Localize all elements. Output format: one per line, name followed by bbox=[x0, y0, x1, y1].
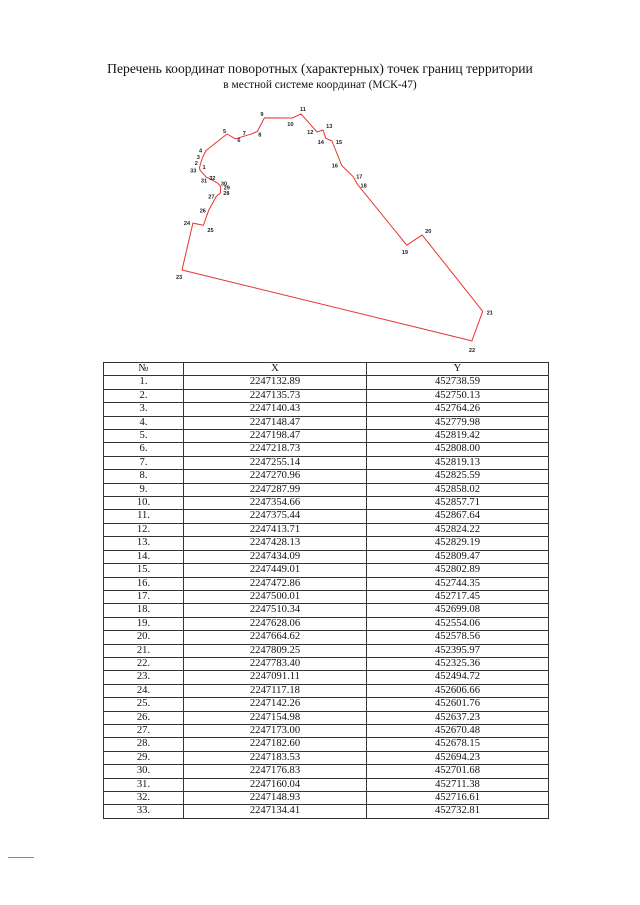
cell-x: 2247183.53 bbox=[184, 751, 367, 764]
plan-point-label: 28 bbox=[223, 191, 230, 198]
cell-x: 2247117.18 bbox=[184, 684, 367, 697]
table-row bbox=[104, 416, 549, 429]
cell-y: 452819.13 bbox=[367, 456, 549, 469]
cell-y: 452732.81 bbox=[367, 805, 549, 818]
table-row bbox=[104, 497, 549, 510]
plan-point-label: 25 bbox=[207, 228, 214, 235]
plan-point-label: 24 bbox=[183, 221, 191, 228]
cell-y: 452606.66 bbox=[367, 684, 549, 697]
cell-y: 452750.13 bbox=[367, 389, 549, 402]
table-row bbox=[104, 631, 549, 644]
cell-x: 2247500.01 bbox=[184, 590, 367, 603]
cell-x: 2247664.62 bbox=[184, 631, 367, 644]
table-row bbox=[104, 711, 549, 724]
cell-number: 25. bbox=[104, 698, 184, 711]
plan-point-label: 22 bbox=[468, 347, 476, 354]
table-row bbox=[104, 590, 549, 603]
cell-y: 452670.48 bbox=[367, 724, 549, 737]
plan-point-label: 21 bbox=[486, 310, 493, 317]
cell-x: 2247218.73 bbox=[184, 443, 367, 456]
plan-point-label: 19 bbox=[401, 250, 409, 257]
plan-point-label: 4 bbox=[199, 148, 203, 155]
cell-number: 28. bbox=[104, 738, 184, 751]
cell-number: 31. bbox=[104, 778, 184, 791]
cell-number: 14. bbox=[104, 550, 184, 563]
cell-y: 452779.98 bbox=[367, 416, 549, 429]
document-subtitle: в местной системе координат (МСК-47) bbox=[223, 79, 417, 91]
cell-number: 30. bbox=[104, 765, 184, 778]
cell-x: 2247198.47 bbox=[184, 430, 367, 443]
plan-point-label: 10 bbox=[287, 122, 294, 128]
table-row bbox=[104, 443, 549, 456]
cell-y: 452578.56 bbox=[367, 631, 549, 644]
header-y: Y bbox=[367, 363, 549, 376]
cell-number: 32. bbox=[104, 792, 184, 805]
table-row bbox=[104, 724, 549, 737]
cell-y: 452716.61 bbox=[367, 792, 549, 805]
cell-y: 452637.23 bbox=[367, 711, 549, 724]
cell-number: 13. bbox=[104, 537, 184, 550]
cell-number: 33. bbox=[104, 805, 184, 818]
cell-x: 2247354.66 bbox=[184, 497, 367, 510]
document-title: Перечень координат поворотных (характерных) точек границ территории bbox=[107, 61, 533, 76]
cell-x: 2247160.04 bbox=[184, 778, 367, 791]
cell-number: 18. bbox=[104, 604, 184, 617]
cell-x: 2247142.26 bbox=[184, 698, 367, 711]
cell-x: 2247413.71 bbox=[184, 523, 367, 536]
plan-point-label: 14 bbox=[317, 140, 324, 147]
table-row bbox=[104, 577, 549, 590]
table-row bbox=[104, 510, 549, 523]
plan-point-label: 26 bbox=[199, 208, 206, 215]
plan-point-label: 18 bbox=[360, 183, 367, 190]
cell-y: 452711.38 bbox=[367, 778, 549, 791]
table-row bbox=[104, 456, 549, 469]
cell-y: 452802.89 bbox=[367, 564, 549, 577]
cell-x: 2247434.09 bbox=[184, 550, 367, 563]
plan-point-label: 3 bbox=[196, 155, 200, 162]
table-row bbox=[104, 376, 549, 389]
cell-x: 2247135.73 bbox=[184, 389, 367, 402]
cell-number: 23. bbox=[104, 671, 184, 684]
table-body bbox=[104, 376, 549, 818]
cell-number: 26. bbox=[104, 711, 184, 724]
cell-y: 452764.26 bbox=[367, 403, 549, 416]
table-row bbox=[104, 483, 549, 496]
plan-point-label: 7 bbox=[242, 131, 246, 138]
cell-number: 10. bbox=[104, 497, 184, 510]
table-row bbox=[104, 604, 549, 617]
table-row bbox=[104, 403, 549, 416]
plan-point-label: 9 bbox=[260, 111, 264, 118]
plan-point-label: 12 bbox=[307, 130, 314, 136]
cell-y: 452819.42 bbox=[367, 430, 549, 443]
table-row bbox=[104, 470, 549, 483]
table-row bbox=[104, 644, 549, 657]
plan-point-label: 31 bbox=[200, 178, 208, 185]
cell-x: 2247472.86 bbox=[184, 577, 367, 590]
plan-point-label: 11 bbox=[300, 106, 306, 113]
cell-number: 12. bbox=[104, 523, 184, 536]
cell-number: 16. bbox=[104, 577, 184, 590]
table-row bbox=[104, 537, 549, 550]
cell-number: 9. bbox=[104, 483, 184, 496]
cell-y: 452744.35 bbox=[367, 577, 549, 590]
cell-number: 27. bbox=[104, 724, 184, 737]
table-row bbox=[104, 430, 549, 443]
table-row bbox=[104, 389, 549, 402]
plan-point-label: 16 bbox=[331, 163, 339, 170]
plan-point-label: 27 bbox=[208, 194, 215, 201]
cell-y: 452494.72 bbox=[367, 671, 549, 684]
cell-number: 15. bbox=[104, 564, 184, 577]
cell-y: 452699.08 bbox=[367, 604, 549, 617]
cell-x: 2247255.14 bbox=[184, 456, 367, 469]
plan-point-label: 2 bbox=[194, 161, 198, 168]
table-row bbox=[104, 564, 549, 577]
table-row bbox=[104, 765, 549, 778]
cell-y: 452857.71 bbox=[367, 497, 549, 510]
cell-x: 2247148.47 bbox=[184, 416, 367, 429]
cell-x: 2247428.13 bbox=[184, 537, 367, 550]
cell-number: 2. bbox=[104, 389, 184, 402]
table-row bbox=[104, 738, 549, 751]
cell-y: 452601.76 bbox=[367, 698, 549, 711]
boundary-line bbox=[182, 111, 483, 341]
cell-y: 452867.64 bbox=[367, 510, 549, 523]
plan-point-label: 15 bbox=[335, 140, 343, 146]
scan-edge-mark bbox=[8, 857, 34, 858]
cell-number: 3. bbox=[104, 403, 184, 416]
cell-x: 2247809.25 bbox=[184, 644, 367, 657]
cell-x: 2247148.93 bbox=[184, 792, 367, 805]
plan-point-label: 13 bbox=[326, 124, 333, 130]
cell-y: 452808.00 bbox=[367, 443, 549, 456]
table-header-row bbox=[104, 363, 549, 376]
cell-number: 17. bbox=[104, 590, 184, 603]
cell-number: 19. bbox=[104, 617, 184, 630]
cell-x: 2247270.96 bbox=[184, 470, 367, 483]
table-row bbox=[104, 751, 549, 764]
plan-point-label: 6 bbox=[237, 137, 241, 144]
cell-x: 2247173.00 bbox=[184, 724, 367, 737]
cell-y: 452678.15 bbox=[367, 738, 549, 751]
cell-y: 452825.59 bbox=[367, 470, 549, 483]
header-number: № bbox=[104, 363, 184, 376]
table-row bbox=[104, 698, 549, 711]
cell-x: 2247510.34 bbox=[184, 604, 367, 617]
cell-y: 452701.68 bbox=[367, 765, 549, 778]
cell-y: 452824.22 bbox=[367, 523, 549, 536]
cell-x: 2247628.06 bbox=[184, 617, 367, 630]
cell-y: 452829.19 bbox=[367, 537, 549, 550]
plan-point-label: 17 bbox=[356, 174, 363, 181]
cell-y: 452554.06 bbox=[367, 617, 549, 630]
cell-x: 2247091.11 bbox=[184, 671, 367, 684]
table-row bbox=[104, 792, 549, 805]
cell-x: 2247134.41 bbox=[184, 805, 367, 818]
cell-number: 8. bbox=[104, 470, 184, 483]
cell-x: 2247449.01 bbox=[184, 564, 367, 577]
cell-y: 452694.23 bbox=[367, 751, 549, 764]
table-row bbox=[104, 671, 549, 684]
cell-number: 4. bbox=[104, 416, 184, 429]
table-row bbox=[104, 684, 549, 697]
cell-number: 5. bbox=[104, 430, 184, 443]
cell-number: 29. bbox=[104, 751, 184, 764]
plan-point-label: 5 bbox=[223, 129, 227, 135]
cell-x: 2247140.43 bbox=[184, 403, 367, 416]
table-row bbox=[104, 778, 549, 791]
cell-x: 2247375.44 bbox=[184, 510, 367, 523]
cell-number: 6. bbox=[104, 443, 184, 456]
table-row bbox=[104, 657, 549, 670]
cell-y: 452809.47 bbox=[367, 550, 549, 563]
cell-x: 2247132.89 bbox=[184, 376, 367, 389]
cell-x: 2247783.40 bbox=[184, 657, 367, 670]
cell-y: 452858.02 bbox=[367, 483, 549, 496]
cell-number: 20. bbox=[104, 631, 184, 644]
plan-point-label: 30 bbox=[220, 181, 228, 188]
plan-point-label: 20 bbox=[425, 228, 432, 235]
plan-point-label: 23 bbox=[176, 275, 183, 281]
coordinates-table bbox=[103, 362, 549, 819]
cell-x: 2247154.98 bbox=[184, 711, 367, 724]
cell-x: 2247182.60 bbox=[184, 738, 367, 751]
cell-number: 1. bbox=[104, 376, 184, 389]
cell-number: 21. bbox=[104, 644, 184, 657]
cell-x: 2247176.83 bbox=[184, 765, 367, 778]
table-row bbox=[104, 523, 549, 536]
cell-y: 452738.59 bbox=[367, 376, 549, 389]
cell-y: 452717.45 bbox=[367, 590, 549, 603]
plan-point-label: 1 bbox=[202, 164, 206, 171]
header-x: X bbox=[184, 363, 367, 376]
cell-x: 2247287.99 bbox=[184, 483, 367, 496]
cell-y: 452325.36 bbox=[367, 657, 549, 670]
plan-point-label: 29 bbox=[223, 185, 230, 192]
plan-point-label: 8 bbox=[258, 132, 262, 139]
cell-number: 11. bbox=[104, 510, 184, 523]
plan-point-label: 32 bbox=[209, 176, 216, 183]
cell-number: 7. bbox=[104, 456, 184, 469]
table-row bbox=[104, 617, 549, 630]
cell-number: 22. bbox=[104, 657, 184, 670]
table-row bbox=[104, 550, 549, 563]
cell-number: 24. bbox=[104, 684, 184, 697]
boundary-plan bbox=[0, 0, 640, 360]
plan-point-label: 33 bbox=[190, 168, 197, 175]
cell-y: 452395.97 bbox=[367, 644, 549, 657]
table-row bbox=[104, 805, 549, 818]
